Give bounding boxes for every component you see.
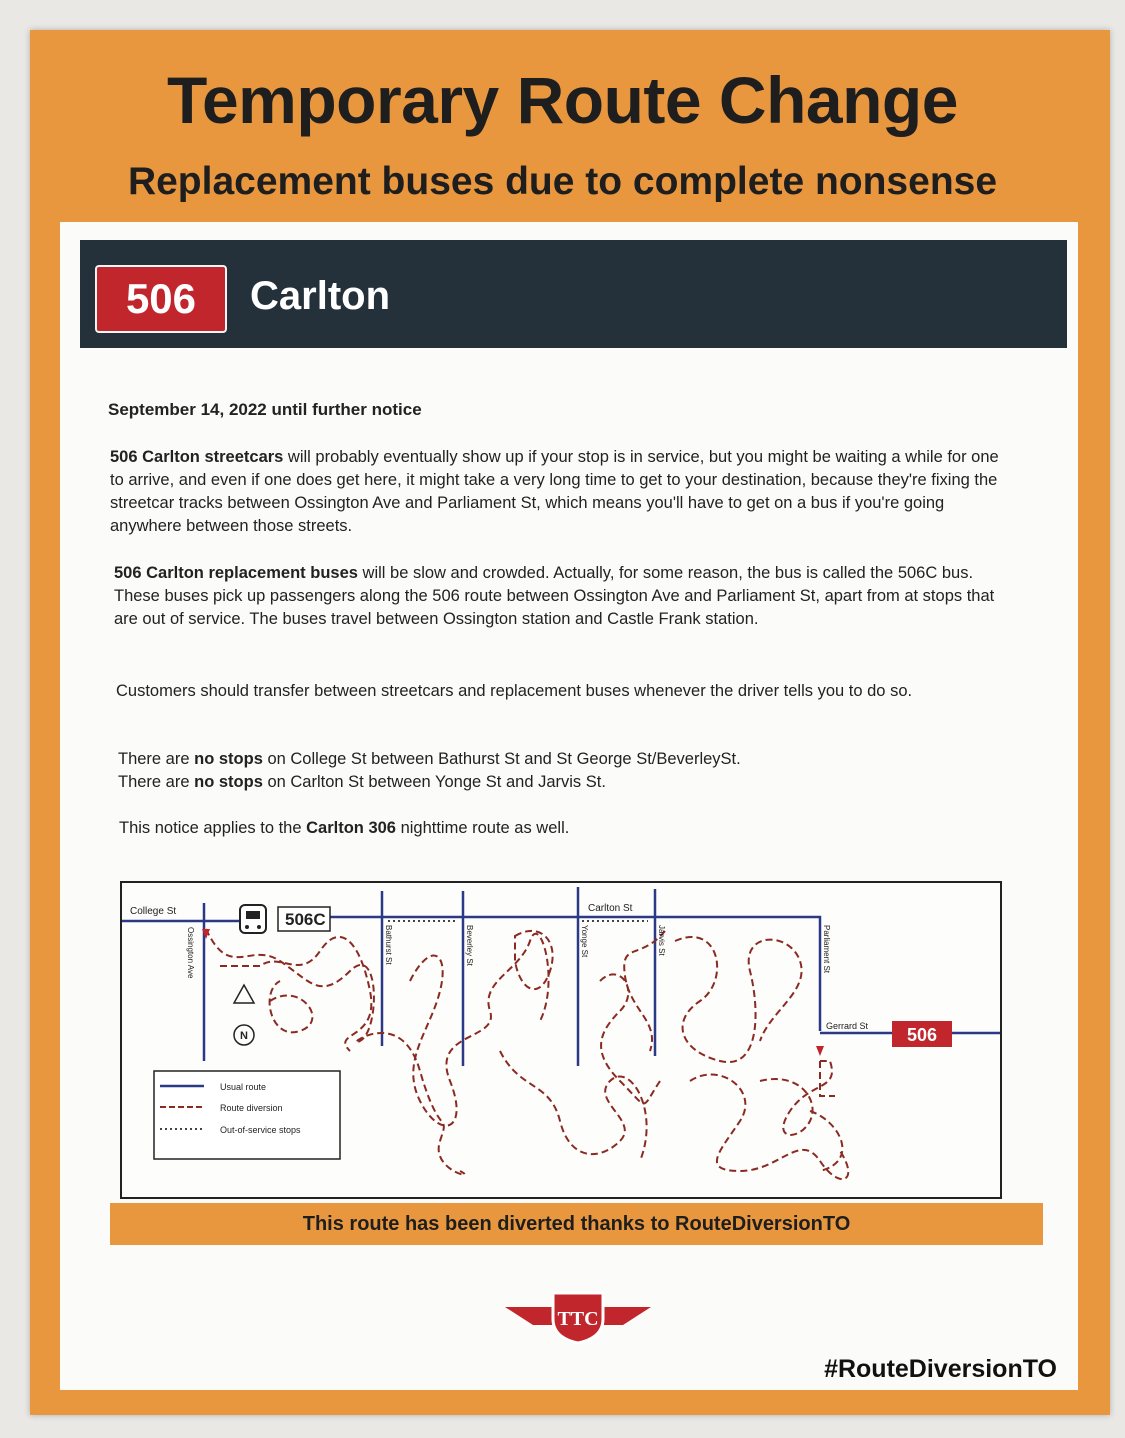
no-stops-college-bold: no stops — [194, 750, 263, 768]
no-stops-carlton-post: on Carlton St between Yonge St and Jarvis St. — [262, 773, 606, 791]
route-name: Carlton — [250, 274, 390, 318]
paragraph-buses-text: will be slow and crowded. Actually, for some reason, the bus is called the 506C bus. These buses pick up passengers along the 506 route between Ossington Ave and Parliament St, apart from at stops that are out of service. The buses travel between Ossington station and Castle Frank station. — [114, 564, 995, 628]
label-gerrard-st: Gerrard St — [826, 1021, 869, 1031]
notice-date: September 14, 2022 until further notice — [108, 400, 422, 419]
night-route-pre: This notice applies to the — [119, 819, 307, 837]
legend-oos-label: Out-of-service stops — [220, 1125, 301, 1135]
paragraph-no-stops-carlton — [118, 771, 1018, 794]
night-route-bold: Carlton 306 — [306, 819, 396, 837]
paragraph-buses-bold: 506 Carlton replacement buses — [114, 564, 358, 582]
bus-route-label: 506C — [285, 910, 326, 929]
page-subtitle: Replacement buses due to complete nonsense — [127, 160, 998, 203]
paragraph-night-route — [119, 817, 1019, 840]
label-parliament-st: Parliament St — [822, 925, 831, 974]
paragraph-no-stops-college — [118, 748, 1018, 771]
ttc-logo-icon — [503, 1285, 653, 1345]
label-carlton-st: Carlton St — [588, 903, 633, 914]
label-beverley-st: Beverley St — [465, 925, 474, 966]
label-college-st: College St — [130, 906, 177, 917]
no-stops-college-pre: There are — [118, 750, 195, 768]
no-stops-carlton-pre: There are — [118, 773, 195, 791]
diversion-map — [120, 881, 1002, 1199]
ttc-logo-text: TTC — [557, 1308, 599, 1330]
paragraph-transfer: Customers should transfer between streetcars and replacement buses whenever the driver tells you to do so. — [116, 682, 913, 700]
no-stops-college-post: on College St between Bathurst St and St George St/BeverleySt. — [262, 750, 741, 768]
legend-usual-label: Usual route — [220, 1082, 267, 1092]
label-ossington-ave: Ossington Ave — [186, 927, 195, 979]
paragraph-streetcars — [110, 446, 1010, 538]
route-506-map-label: 506 — [906, 1025, 938, 1045]
paragraph-buses — [114, 562, 1014, 631]
paragraph-streetcars-text: will probably eventually show up if your stop is in service, but you might be waiting a while for one to arrive, and even if one does get here, it might take a very long time to get to your destination, because they're fixing the streetcar tracks between Ossington Ave and Parliament St, which means you'll have to get on a bus if you're going anywhere between those streets. — [110, 448, 999, 535]
route-number-badge: 506 — [95, 265, 227, 333]
page-title: Temporary Route Change — [167, 63, 958, 137]
paragraph-streetcars-bold: 506 Carlton streetcars — [110, 448, 284, 466]
legend-diversion-label: Route diversion — [220, 1103, 283, 1113]
hashtag: #RouteDiversionTO — [824, 1355, 1057, 1383]
label-jarvis-st: Jarvis St — [657, 925, 666, 956]
label-yonge-st: Yonge St — [580, 925, 589, 958]
route-header-bar — [80, 240, 1067, 348]
credit-bar: This route has been diverted thanks to RouteDiversionTO — [110, 1203, 1043, 1245]
night-route-post: nighttime route as well. — [395, 819, 570, 837]
north-label: N — [240, 1030, 248, 1042]
label-bathurst-st: Bathurst St — [384, 925, 393, 965]
no-stops-carlton-bold: no stops — [194, 773, 263, 791]
bus-icon — [240, 905, 266, 933]
